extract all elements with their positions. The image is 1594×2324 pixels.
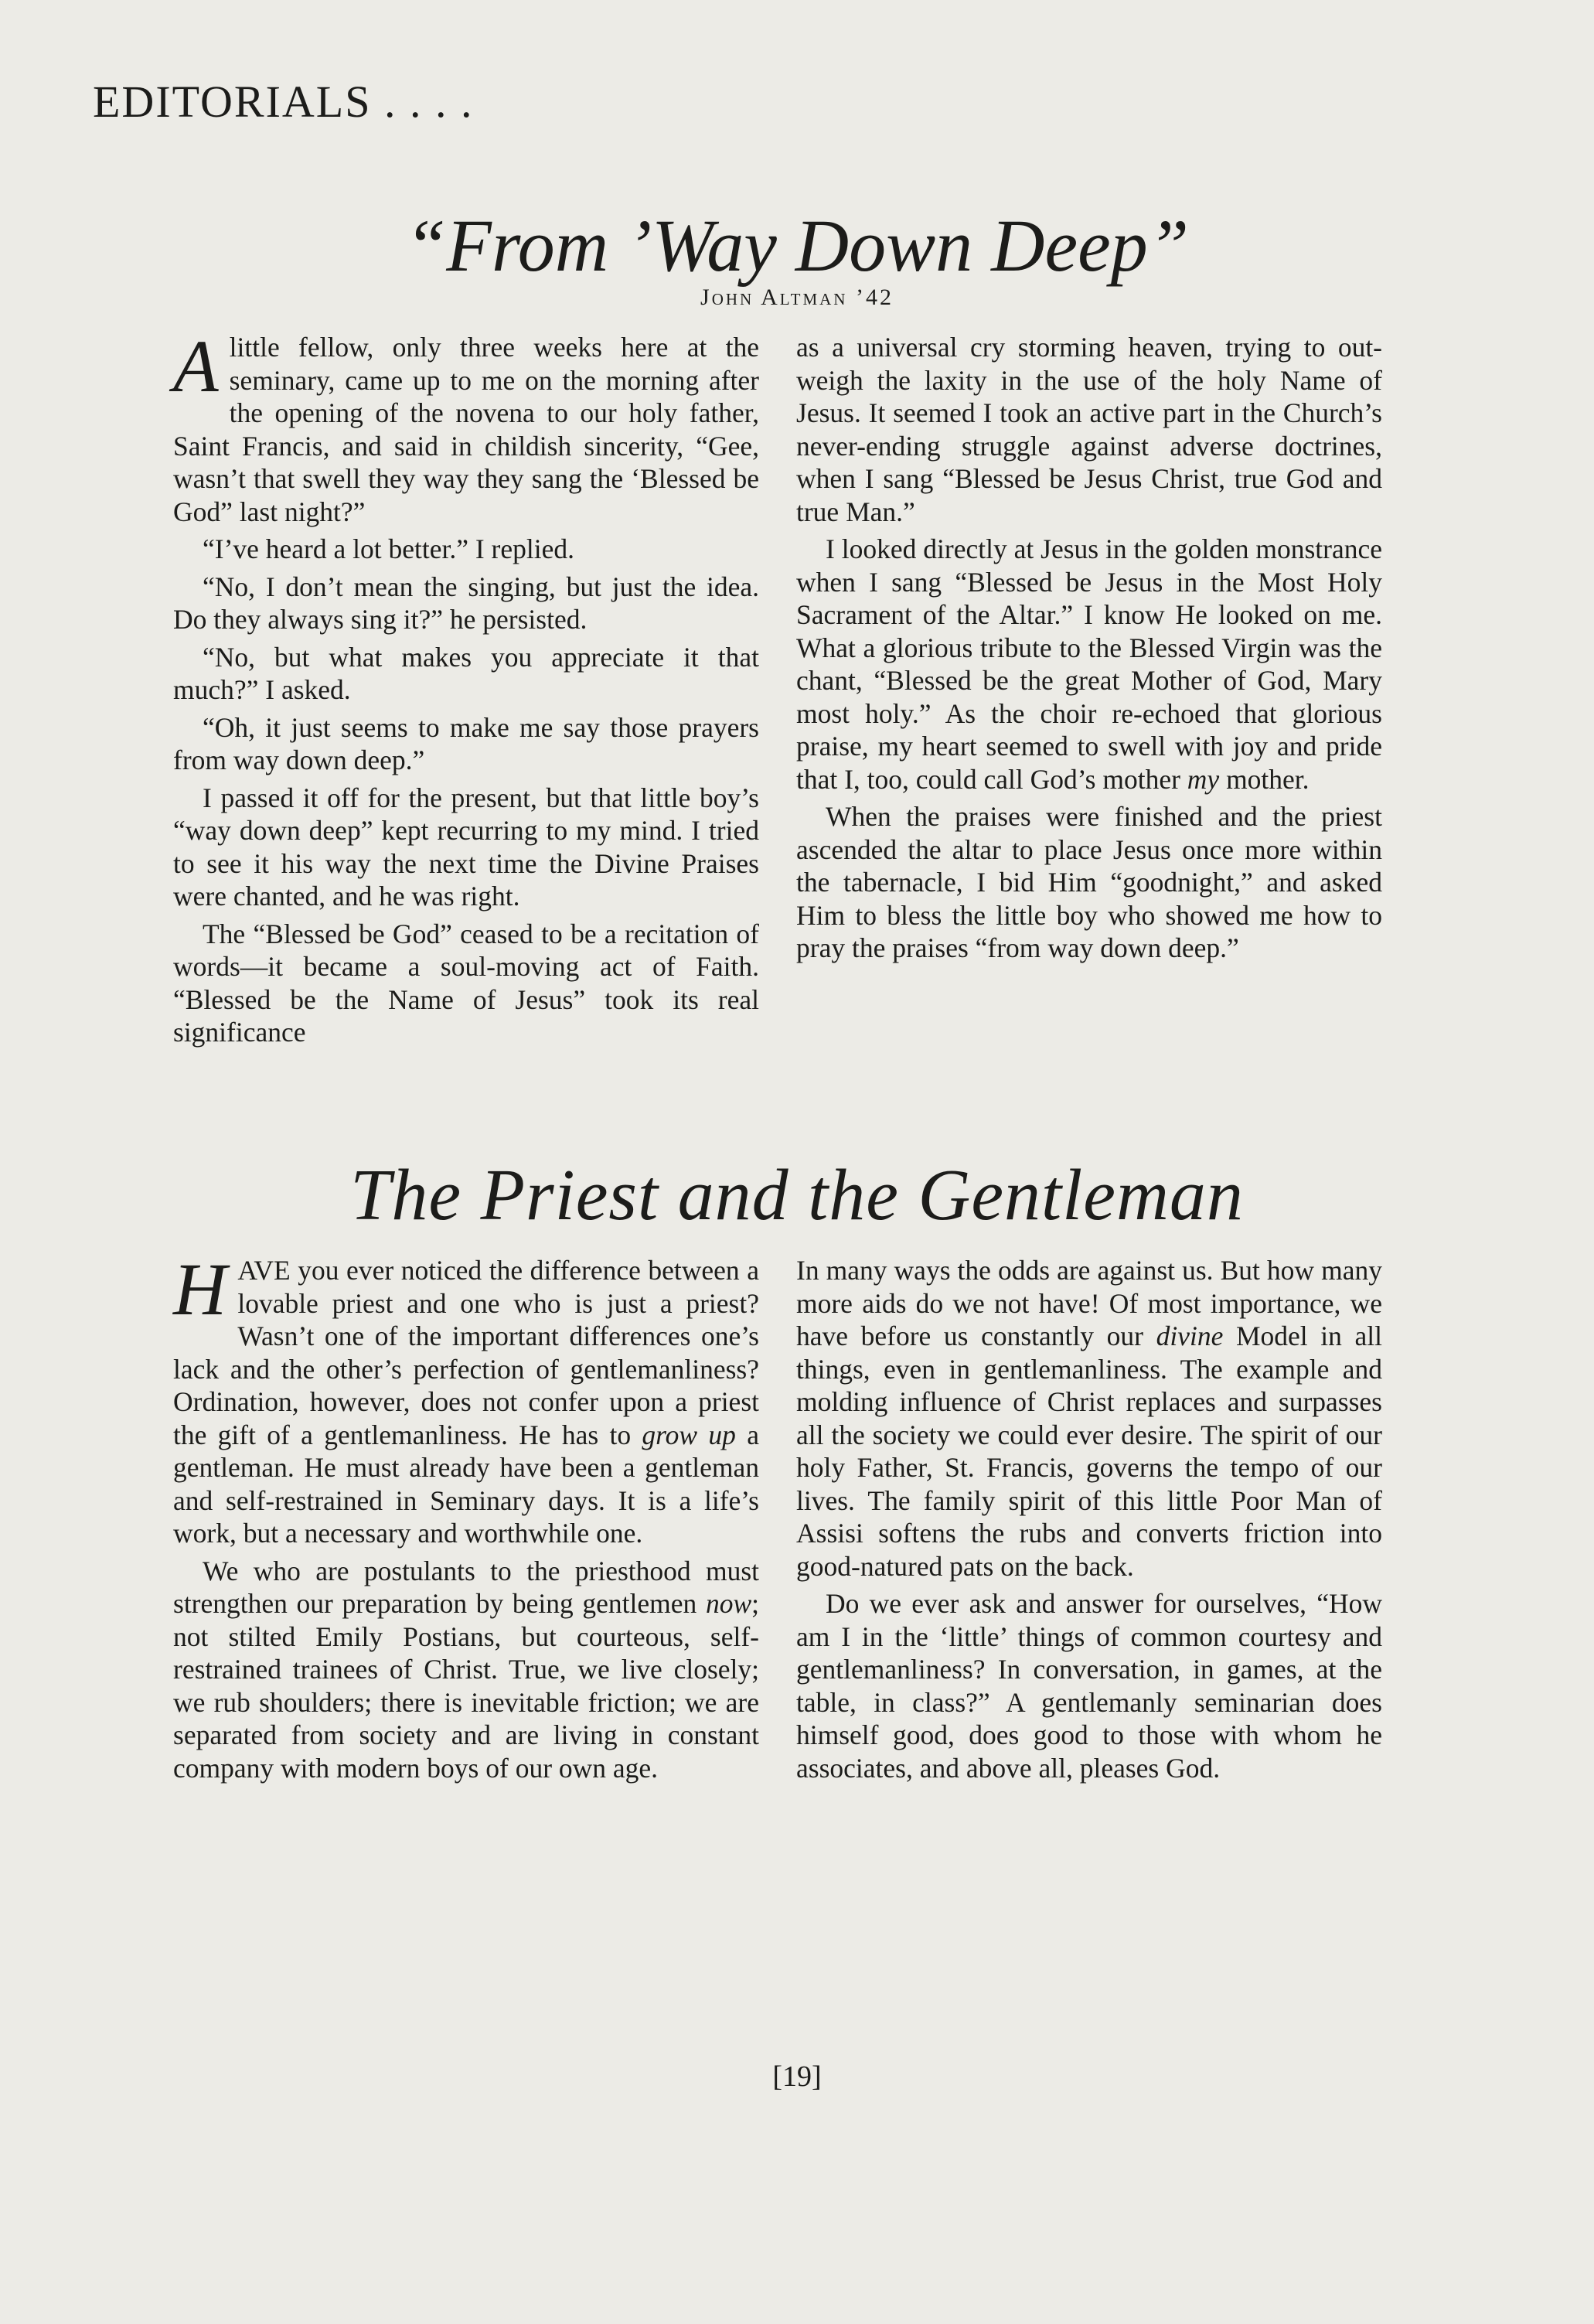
paragraph: “No, I don’t mean the singing, but just the idea. Do they always sing it?” he persisted. [173,571,759,635]
paragraph [796,1254,1382,1583]
paragraph-text: AVE you ever noticed the difference between a lovable priest and one who is just a priest? Wasn’t one of the important differences one’s lack and the other’s perfection of gentlemanliness? Ordination, however, does not confer upon a priest the gift of a gentlemanliness. He has to [173,1255,759,1450]
paragraph: “No, but what makes you appreciate it that much?” I asked. [173,641,759,705]
paragraph-text: a gentleman. He must already have been a gentleman and self-restrained in Seminary days. It is a life’s work, but a necessary and worthwhile one. [173,1419,759,1549]
article2-column-left [173,1248,759,1784]
drop-cap: A [173,325,219,407]
paragraph-text: I looked directly at Jesus in the golden monstrance when I sang “Blessed be Jesus in the Most Holy Sacrament of the Altar.” I know He looked on me. What a glorious tribute to the Blessed Virgin was the chant, “Blessed be the great Mother of God, Mary most holy.” As the choir re-echoed that glorious praise, my heart seemed to swell with joy and pride that I, too, could call God’s mother [796,533,1382,795]
page-number: [19] [772,2060,822,2093]
emphasis-text: my [1187,763,1220,795]
emphasis-text: grow up [642,1419,736,1450]
article-byline-1: John Altman ’42 [700,285,894,310]
paragraph: I passed it off for the present, but that little boy’s “way down deep” kept recurring to my mind. I tried to see it his way the next time the Divine Praises were chanted, and he was right. [173,782,759,912]
paragraph-text: We who are postulants to the priesthood must strengthen our preparation by being gentlemen [173,1555,759,1619]
paragraph: as a universal cry storming heaven, trying to out-weigh the laxity in the use of the holy Name of Jesus. It seemed I took an active part in the Church’s never-ending struggle against adverse doctrines, when I sang “Blessed be Jesus Christ, true God and true Man.” [796,332,1382,527]
emphasis-text: now [705,1588,752,1619]
paragraph [173,1248,759,1550]
paragraph-text: mother. [1219,763,1310,795]
section-header: EDITORIALS . . . . [93,77,474,127]
paragraph-text: Model in all things, even in gentlemanliness. The example and molding influence of Christ replaces and surpasses all the society we could ever desire. The spirit of our holy Father, St. Francis, governs the tempo of our lives. The family spirit of this little Poor Man of Assisi softens the rubs and converts friction into good-natured pats on the back. [796,1320,1382,1582]
emphasis-text: divine [1156,1320,1224,1351]
article2-column-right [796,1254,1382,1784]
paragraph: “I’ve heard a lot better.” I replied. [203,533,574,564]
article-title-1: “From ’Way Down Deep” [404,204,1190,287]
paragraph: When the praises were finished and the priest ascended the altar to place Jesus once more within the tabernacle, I bid Him “goodnight,” and asked Him to bless the little boy who showed me how to pray the praises “from way down deep.” [796,801,1382,963]
article1-column-left [173,325,759,1049]
article-title-2: The Priest and the Gentleman [350,1155,1244,1235]
paragraph: “Oh, it just seems to make me say those prayers from way down deep.” [173,711,759,775]
paragraph [796,533,1382,796]
paragraph [173,325,759,528]
paragraph-text: In many ways the odds are against us. But how many more aids do we not have! Of most importance, we have before us constantly our [796,1255,1382,1351]
article1-column-right [796,331,1382,965]
paragraph [173,1555,759,1785]
paragraph: Do we ever ask and answer for ourselves, “How am I in the ‘little’ things of common courtesy and gentlemanliness? In conversation, in games, at the table, in class?” A gentlemanly seminarian does himself good, does good to those with whom he associates, and above all, pleases God. [796,1588,1382,1784]
paragraph-text: little fellow, only three weeks here at the seminary, came up to me on the morning after the opening of the novena to our holy father, Saint Francis, and said in childish sincerity, “Gee, wasn’t that swell they way they sang the ‘Blessed be God” last night?” [173,332,759,527]
paragraph: The “Blessed be God” ceased to be a recitation of words—it became a soul-moving act of Faith. “Blessed be the Name of Jesus” took its real significance [173,918,759,1048]
drop-cap: H [173,1248,227,1331]
paragraph-text: ; not stilted Emily Postians, but courteous, self-restrained trainees of Christ. True, we live closely; we rub shoulders; there is inevitable friction; we are separated from society and are living in constant company with modern boys of our own age. [173,1588,759,1784]
